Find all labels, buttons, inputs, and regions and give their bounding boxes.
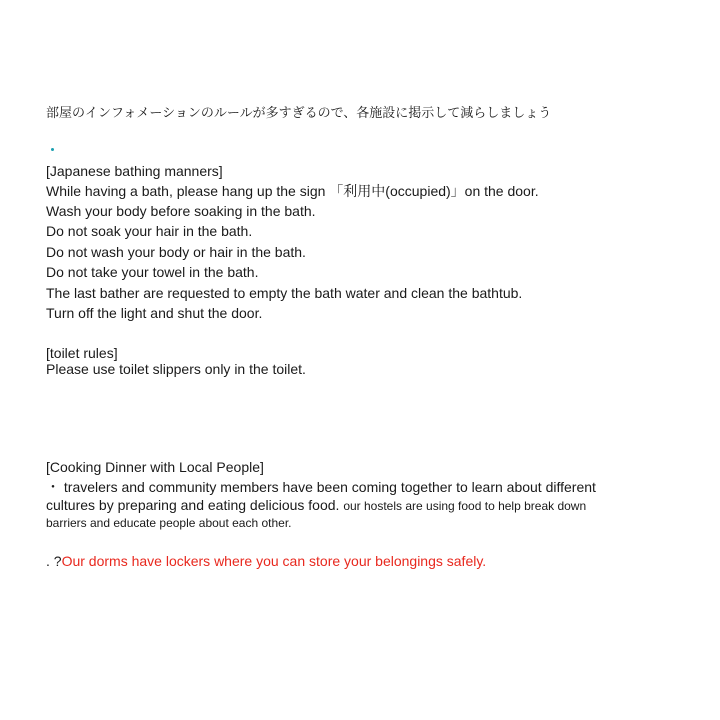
- bath-rule: Turn off the light and shut the door.: [46, 305, 263, 321]
- bath-rule: While having a bath, please hang up the sign 「利用中(occupied)」on the door.: [46, 183, 539, 199]
- lockers-text: Our dorms have lockers where you can store your belongings safely.: [61, 553, 487, 569]
- bath-rule: Do not take your towel in the bath.: [46, 264, 259, 280]
- toilet-rule: Please use toilet slippers only in the toilet.: [46, 361, 306, 377]
- header-note: 部屋のインフォメーションのルールが多すぎるので、各施設に掲示して減らしましょう: [46, 106, 552, 121]
- cooking-text-small: barriers and educate people about each other.: [46, 516, 292, 530]
- bath-rule: Do not soak your hair in the bath.: [46, 223, 253, 239]
- lockers-prefix: . ?: [46, 553, 62, 569]
- cooking-text-part: cultures by preparing and eating delicious food.: [46, 497, 344, 513]
- cooking-text: ・ travelers and community members have been coming together to learn about different: [46, 479, 596, 495]
- toilet-heading: [toilet rules]: [46, 345, 118, 361]
- bullet-dot: [51, 148, 54, 151]
- bath-rule: Do not wash your body or hair in the bath.: [46, 244, 306, 260]
- cooking-text: [46, 496, 586, 515]
- lockers-note: [46, 552, 486, 570]
- cooking-text-small: our hostels are using food to help break down: [343, 499, 587, 513]
- bath-rule: The last bather are requested to empty the bath water and clean the bathtub.: [46, 285, 523, 301]
- cooking-heading: [Cooking Dinner with Local People]: [46, 459, 264, 475]
- bath-heading: [Japanese bathing manners]: [46, 163, 223, 179]
- bath-rule: Wash your body before soaking in the bath.: [46, 203, 316, 219]
